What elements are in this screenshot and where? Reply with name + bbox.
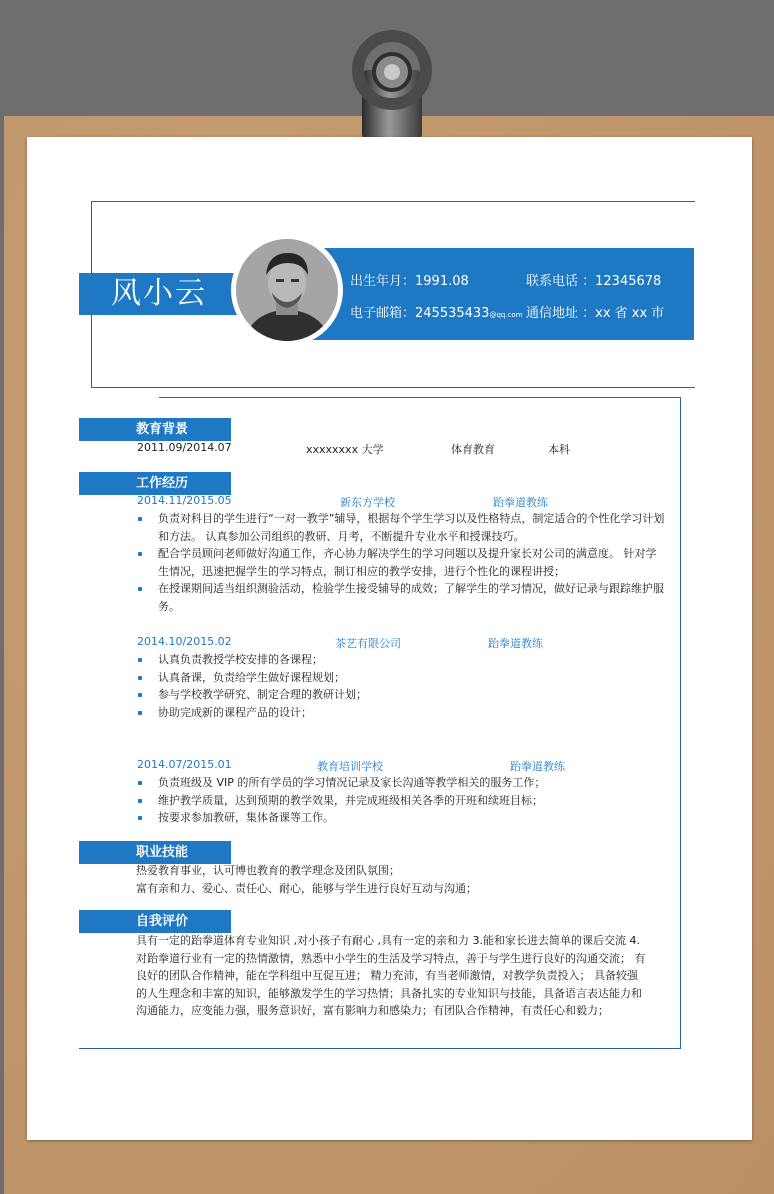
email-main: 电子邮箱：245535433 [350, 306, 490, 321]
email-address [350, 302, 523, 321]
self-line: 沟通能力，应变能力强，服务意识好，富有影响力和感染力；有团队合作精神，有责任心和毅力； [136, 1004, 609, 1017]
birth-date: 出生年月：1991.08 [350, 274, 469, 289]
skills-text [136, 862, 676, 897]
job-role: 跆拳道教练 [493, 496, 548, 509]
job-duties-list [136, 510, 666, 615]
candidate-name: 风小云 [79, 273, 239, 315]
education-degree: 本科 [548, 443, 570, 456]
list-item: 配合学员顾问老师做好沟通工作，齐心协力解决学生的学习问题以及提升家长对公司的满意度。 针对学生情况，迅速把握学生的学习特点，制订相应的教学安排，进行个性化的课程讲授； [136, 545, 666, 580]
section-work-title: 工作经历 [79, 472, 231, 495]
job-period: 2014.07/2015.01 [137, 758, 232, 771]
list-item: 参与学校教学研究、制定合理的教研计划； [136, 686, 666, 704]
job-period: 2014.11/2015.05 [137, 494, 232, 507]
job-duties-list [136, 651, 666, 721]
list-item: 负责班级及 VIP 的所有学员的学习情况记录及家长沟通等教学相关的服务工作； [136, 774, 666, 792]
self-line: 的人生理念和丰富的知识，能够激发学生的学习热情；具备扎实的专业知识与技能，具备语言表达能力和 [136, 986, 642, 1000]
profile-photo [231, 234, 343, 346]
mail-address: 通信地址 ：xx 省 xx 市 [526, 306, 665, 321]
education-period: 2011.09/2014.07 [137, 441, 232, 454]
self-line: 良好的团队合作精神，能在学科组中互促互进； 精力充沛，有当老师激情，对教学负责投入； 具备较强 [136, 969, 638, 982]
avatar-icon [236, 239, 338, 341]
list-item: 在授课期间适当组织测验活动，检验学生接受辅导的成效；了解学生的学习情况，做好记录与跟踪维护服务。 [136, 580, 666, 615]
list-item: 协助完成新的课程产品的设计； [136, 704, 666, 722]
list-item: 负责对科目的学生进行“一对一教学”辅导，根据每个学生学习以及性格特点，制定适合的个性化学习计划和方法。 认真参加公司组织的教研、月考，不断提升专业水平和授课技巧。 [136, 510, 666, 545]
job-company: 茶艺有限公司 [335, 637, 401, 650]
job-company: 教育培训学校 [317, 760, 383, 773]
self-evaluation-text [136, 932, 676, 1020]
skills-line: 富有亲和力、爱心、责任心、耐心，能够与学生进行良好互动与沟通； [136, 881, 477, 895]
phone-number: 联系电话 ：12345678 [526, 274, 662, 289]
job-role: 跆拳道教练 [510, 760, 565, 773]
contact-band [297, 248, 694, 340]
education-school: xxxxxxxx 大学 [306, 443, 384, 456]
skills-line: 热爱教育事业，认可博也教育的教学理念及团队氛围； [136, 864, 400, 877]
section-self-title: 自我评价 [79, 910, 231, 933]
job-period: 2014.10/2015.02 [137, 635, 232, 648]
job-role: 跆拳道教练 [488, 637, 543, 650]
list-item: 认真备课，负责给学生做好课程规划； [136, 669, 666, 687]
section-skills-title: 职业技能 [79, 841, 231, 864]
list-item: 维护教学质量，达到预期的教学效果，并完成班级相关各季的开班和续班目标； [136, 792, 666, 810]
list-item: 按要求参加教研，集体备课等工作。 [136, 809, 666, 827]
self-line: 对跆拳道行业有一定的热情激情，熟悉中小学生的生活及学习特点，善于与学生进行良好的沟通交流； 有 [136, 951, 646, 965]
education-major: 体育教育 [451, 443, 495, 456]
section-education-title: 教育背景 [79, 418, 231, 441]
self-line: 具有一定的跆拳道体育专业知识 ,对小孩子有耐心 ,具有一定的亲和力 3.能和家长进去简单的课后交流 4. [136, 934, 640, 947]
email-suffix: @qq.com [489, 311, 523, 319]
list-item: 认真负责教授学校安排的各课程； [136, 651, 666, 669]
job-duties-list [136, 774, 666, 827]
job-company: 新东方学校 [340, 496, 395, 509]
